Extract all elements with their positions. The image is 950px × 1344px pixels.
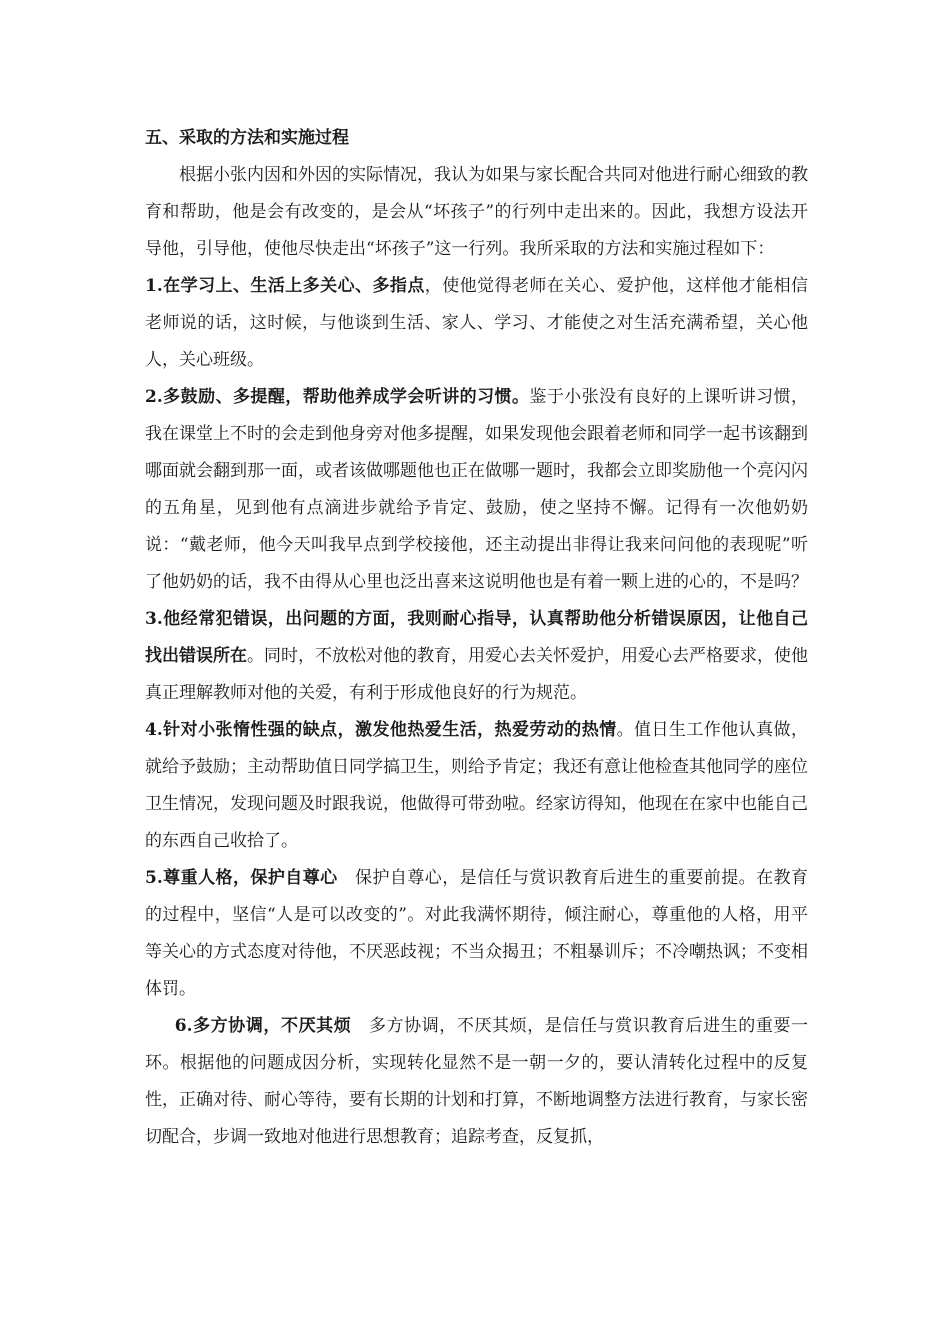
intro-paragraph: 根据小张内因和外因的实际情况，我认为如果与家长配合共同对他进行耐心细致的教育和帮助，他是会有改变的，是会从“坏孩子”的行列中走出来的。因此，我想方设法开导他，引导他，使他尽快走出“坏孩子”这一行列。我所采取的方法和实施过程如下： <box>145 165 808 259</box>
item-4-paragraph <box>145 712 808 860</box>
item-1-heading: 1.在学习上、生活上多关心、多指点 <box>145 276 425 296</box>
item-6-text: 多方协调，不厌其烦，是信任与赏识教育后进生的重要一环。根据他的问题成因分析，实现转化显然不是一朝一夕的，要认清转化过程中的反复性，正确对待、耐心等待，要有长期的计划和打算，不断地调整方法进行教育，与家长密切配合，步调一致地对他进行思想教育；追踪考查，反复抓， <box>145 1016 809 1147</box>
item-2-heading: 2.多鼓励、多提醒，帮助他养成学会听讲的习惯。 <box>145 387 530 407</box>
item-3-text: 。同时，不放松对他的教育，用爱心去关怀爱护，用爱心去严格要求，使他真正理解教师对他的关爱，有利于形成他良好的行为规范。 <box>145 646 808 703</box>
item-2-paragraph <box>145 379 808 601</box>
item-6-paragraph <box>145 1008 808 1156</box>
item-1-text: ，使他觉得老师在关心、爱护他，这样他才能相信老师说的话，这时候，与他谈到生活、家人、学习、才能使之对生活充满希望，关心他人，关心班级。 <box>145 276 809 370</box>
item-4-heading: 4.针对小张惰性强的缺点，激发他热爱生活，热爱劳动的热情 <box>145 720 617 740</box>
item-6-heading: 6.多方协调，不厌其烦 <box>174 1016 352 1036</box>
item-4-text: 。值日生工作他认真做，就给予鼓励；主动帮助值日同学搞卫生，则给予肯定；我还有意让他检查其他同学的座位卫生情况，发现问题及时跟我说，他做得可带劲啦。经家访得知，他现在在家中也能自己的东西自己收拾了。 <box>145 720 809 851</box>
section-title: 五、采取的方法和实施过程 <box>145 128 349 148</box>
item-1-paragraph <box>145 268 808 379</box>
item-5-heading: 5.尊重人格，保护自尊心 <box>145 868 338 888</box>
item-5-text: 保护自尊心，是信任与赏识教育后进生的重要前提。在教育的过程中，坚信“人是可以改变的”。对此我满怀期待，倾注耐心，尊重他的人格，用平等关心的方式态度对待他，不厌恶歧视；不当众揭丑；不粗暴训斥；不冷嘲热讽；不变相体罚。 <box>145 868 808 999</box>
document-body <box>145 120 808 1156</box>
item-2-text: 鉴于小张没有良好的上课听讲习惯，我在课堂上不时的会走到他身旁对他多提醒，如果发现他会跟着老师和同学一起书该翻到哪面就会翻到那一面，或者该做哪题他也正在做哪一题时，我都会立即奖励他一个亮闪闪的五角星，见到他有点滴进步就给予肯定、鼓励，使之坚持不懈。记得有一次他奶奶说：“戴老师，他今天叫我早点到学校接他，还主动提出非得让我来问问他的表现呢”听了他奶奶的话，我不由得从心里也泛出喜来这说明他也是有着一颗上进的心的，不是吗？ <box>145 387 809 592</box>
item-5-paragraph <box>145 860 808 1008</box>
item-3-heading: 3.他经常犯错误，出问题的方面，我则耐心指导，认真帮助他分析错误原因，让他自己找出错误所在 <box>145 609 808 666</box>
item-3-paragraph <box>145 601 808 712</box>
